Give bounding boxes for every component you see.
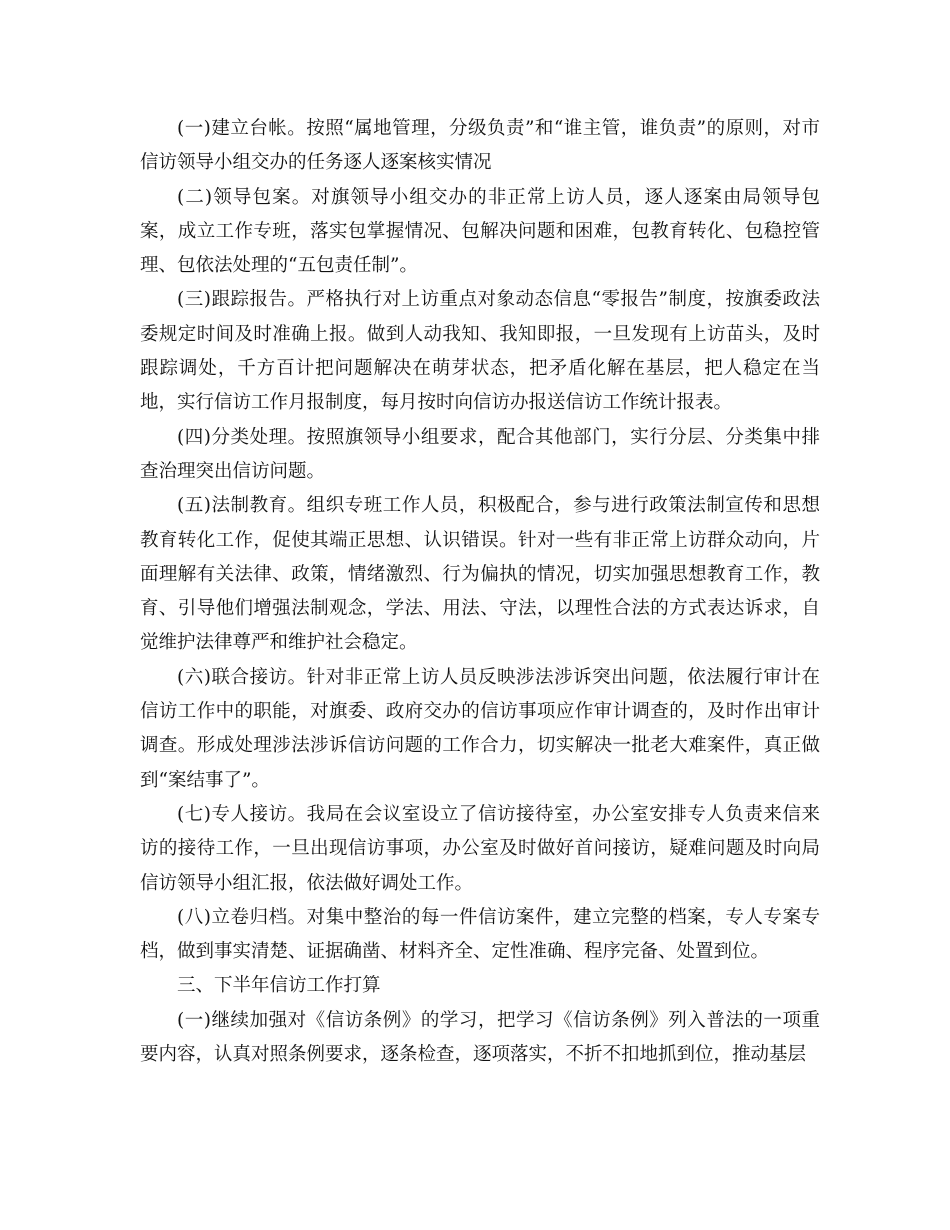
paragraph-tracking-report: (三)跟踪报告。严格执行对上访重点对象动态信息“零报告”制度，按旗委政法委规定时间及时准确上报。做到人动我知、我知即报，一旦发现有上访苗头，及时跟踪调处，千方百计把问题解决在萌芽状态，把矛盾化解在基层，把人稳定在当地，实行信访工作月报制度，每月按时向信访办报送信访工作统计报表。	[140, 289, 820, 414]
paragraph-dedicated-reception: (七)专人接访。我局在会议室设立了信访接待室，办公室安排专人负责来信来访的接待工作，一旦出现信访事项，办公室及时做好首问接访，疑难问题及时向局信访领导小组汇报，依法做好调处工作。	[140, 803, 820, 894]
section-heading-plan: 三、下半年信访工作打算	[177, 975, 381, 997]
paragraph-joint-reception: (六)联合接访。针对非正常上访人员反映涉法涉诉突出问题，依法履行审计在信访工作中的职能，对旗委、政府交办的信访事项应作审计调查的，及时作出审计调查。形成处理涉法涉诉信访问题的工作合力，切实解决一批老大难案件，真正做到“案结事了”。	[140, 666, 820, 791]
paragraph-archiving: (八)立卷归档。对集中整治的每一件信访案件，建立完整的档案，专人专案专档，做到事实清楚、证据确凿、材料齐全、定性准确、程序完备、处置到位。	[140, 906, 820, 963]
paragraph-ledger: (一)建立台帐。按照“属地管理，分级负责”和“谁主管，谁负责”的原则，对市信访领导小组交办的任务逐人逐案核实情况	[140, 118, 820, 174]
paragraph-legal-education: (五)法制教育。组织专班工作人员，积极配合，参与进行政策法制宣传和思想教育转化工作，促使其端正思想、认识错误。针对一些有非正常上访群众动向，片面理解有关法律、政策，情绪激烈、行为偏执的情况，切实加强思想教育工作，教育、引导他们增强法制观念，学法、用法、守法，以理性合法的方式表达诉求，自觉维护法律尊严和维护社会稳定。	[140, 495, 820, 654]
paragraph-classified-handling: (四)分类处理。按照旗领导小组要求，配合其他部门，实行分层、分类集中排查治理突出信访问题。	[140, 426, 820, 482]
paragraph-regulation-study: (一)继续加强对《信访条例》的学习，把学习《信访条例》列入普法的一项重要内容，认真对照条例要求，逐条检查，逐项落实，不折不扣地抓到位，推动基层	[140, 1009, 820, 1066]
document-body	[140, 112, 820, 1072]
paragraph-leader-case: (二)领导包案。对旗领导小组交办的非正常上访人员，逐人逐案由局领导包案，成立工作专班，落实包掌握情况、包解决问题和困难，包教育转化、包稳控管理、包依法处理的“五包责任制”。	[140, 186, 820, 277]
